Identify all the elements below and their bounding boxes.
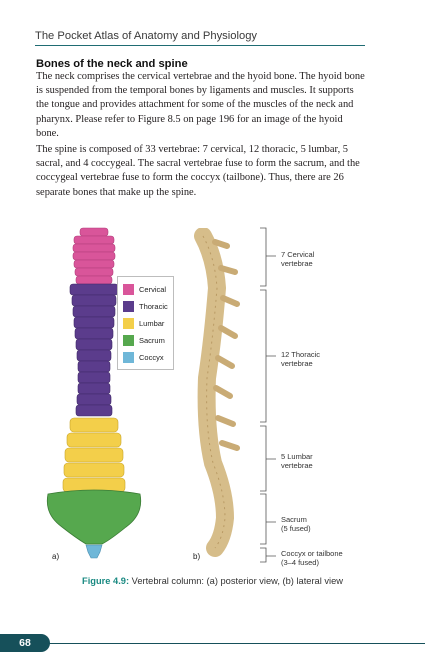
legend-item-thoracic — [123, 300, 168, 312]
figure-number: Figure 4.9: — [82, 576, 130, 586]
label-line: vertebrae — [281, 359, 313, 368]
header-rule — [35, 45, 365, 46]
label-line: 7 Cervical — [281, 250, 315, 259]
legend-item-cervical — [123, 283, 166, 295]
paragraph-neck: The neck comprises the cervical vertebrae and the hyoid bone. The hyoid bone is suspended from the temporal bones by ligaments and muscles. It supports the tongue and provides attachment for some of the muscles of the neck and pharynx. Please refer to Figure 8.5 on page 196 for an image of the hyoid bone. — [36, 71, 365, 139]
legend-item-coccyx — [123, 351, 164, 363]
sacrum — [47, 490, 140, 544]
swatch-sacrum — [123, 335, 134, 346]
running-title: The Pocket Atlas of Anatomy and Physiology — [35, 30, 258, 42]
legend-label: Coccyx — [139, 352, 164, 362]
region-brackets — [258, 226, 278, 566]
label-line: 5 Lumbar — [281, 452, 313, 461]
swatch-lumbar — [123, 318, 134, 329]
page-number: 68 — [0, 634, 50, 652]
lumbar-vertebrae — [63, 418, 125, 492]
label-thoracic — [281, 350, 371, 368]
label-lumbar — [281, 452, 371, 470]
legend-label: Sacrum — [139, 335, 165, 345]
label-line: vertebrae — [281, 259, 313, 268]
section-title: Bones of the neck and spine — [36, 58, 188, 70]
swatch-thoracic — [123, 301, 134, 312]
label-sacrum — [281, 515, 371, 533]
thoracic-vertebrae — [70, 284, 118, 416]
lateral-spine-illustration — [185, 228, 265, 558]
legend-label: Thoracic — [139, 301, 168, 311]
paragraph-spine: The spine is composed of 33 vertebrae: 7 cervical, 12 thoracic, 5 lumbar, 5 sacral, and 4 coccygeal. The sacral vertebrae fuse to form the sacrum, and the coccygeal vertebrae fuse to form the coccyx (tailbone). Thus, there are 26 separate bones that make up the spine. — [36, 144, 360, 198]
panel-a-label: a) — [52, 552, 60, 561]
label-line: vertebrae — [281, 461, 313, 470]
legend-item-lumbar — [123, 317, 164, 329]
coccyx — [86, 545, 102, 558]
label-line: (5 fused) — [281, 524, 311, 533]
label-coccyx — [281, 549, 371, 567]
legend-label: Lumbar — [139, 318, 165, 328]
label-line: Sacrum — [281, 515, 307, 524]
swatch-cervical — [123, 284, 134, 295]
label-line: 12 Thoracic — [281, 350, 321, 359]
label-line: Coccyx or tailbone — [281, 549, 343, 558]
figure-caption — [0, 576, 425, 586]
footer-rule — [48, 643, 425, 644]
figure-caption-text: Vertebral column: (a) posterior view, (b) lateral view — [129, 576, 343, 586]
label-line: (3–4 fused) — [281, 558, 319, 567]
legend-item-sacrum — [123, 334, 165, 346]
posterior-spine-illustration — [40, 222, 150, 567]
color-legend — [117, 276, 174, 370]
swatch-coccyx — [123, 352, 134, 363]
cervical-vertebrae — [73, 228, 115, 284]
legend-label: Cervical — [139, 284, 167, 294]
label-cervical — [281, 250, 371, 268]
panel-b-label: b) — [193, 552, 201, 561]
